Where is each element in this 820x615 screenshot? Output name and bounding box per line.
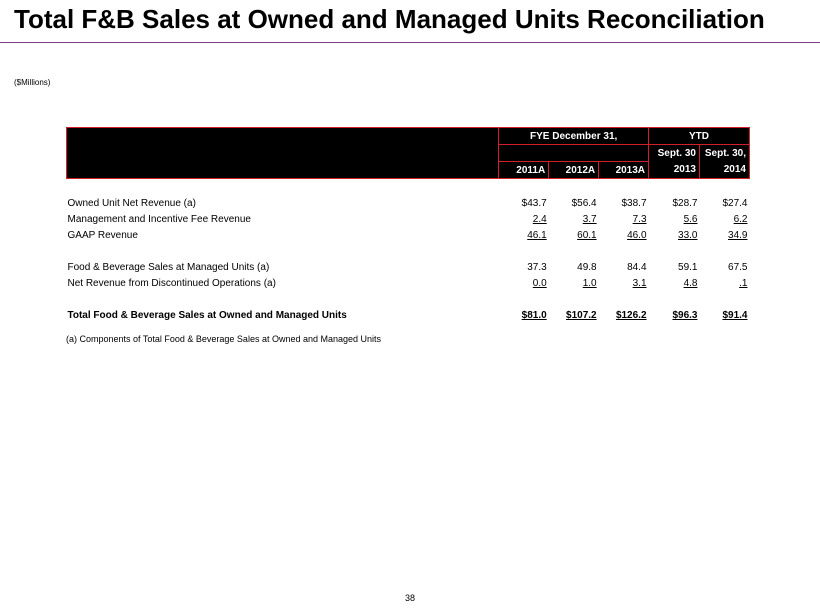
row-label: Net Revenue from Discontinued Operations (a) <box>67 277 276 289</box>
table-row <box>67 259 750 275</box>
table-row <box>67 195 750 211</box>
cell-value: $43.7 <box>521 197 547 209</box>
cell-value: $107.2 <box>566 309 597 321</box>
header-fye-spacer <box>499 145 649 162</box>
header-blank-cell <box>67 128 499 179</box>
header-col-2011a: 2011A <box>499 162 549 179</box>
cell-value: $126.2 <box>615 309 647 321</box>
cell-value: $81.0 <box>521 309 547 321</box>
cell-value: 59.1 <box>678 261 698 273</box>
cell-value: 34.9 <box>728 229 748 241</box>
cell-value: 49.8 <box>577 261 597 273</box>
cell-value: 4.8 <box>683 277 698 289</box>
page-title: Total F&B Sales at Owned and Managed Units Reconciliation <box>14 4 765 34</box>
row-label: Management and Incentive Fee Revenue <box>67 213 251 225</box>
cell-value: 67.5 <box>728 261 748 273</box>
cell-value: 46.1 <box>527 229 547 241</box>
header-col-2012a: 2012A <box>549 162 599 179</box>
header-row-groups <box>67 128 750 145</box>
table-row <box>67 227 750 243</box>
cell-value: 6.2 <box>733 213 748 225</box>
cell-value: .1 <box>739 277 748 289</box>
header-col-ytd-2014: 2014 <box>699 162 749 179</box>
cell-value: 37.3 <box>527 261 547 273</box>
cell-value: 0.0 <box>532 277 547 289</box>
cell-value: 3.1 <box>632 277 647 289</box>
table-row <box>67 275 750 291</box>
row-label: Food & Beverage Sales at Managed Units (a) <box>67 261 270 273</box>
row-label: GAAP Revenue <box>67 229 138 241</box>
cell-value: $96.3 <box>672 309 698 321</box>
cell-value: $27.4 <box>722 197 748 209</box>
total-row <box>67 307 750 323</box>
footnote: (a) Components of Total Food & Beverage Sales at Owned and Managed Units <box>66 334 382 344</box>
cell-value: 1.0 <box>582 277 597 289</box>
header-ytd-group: YTD <box>649 128 750 145</box>
cell-value: $56.4 <box>571 197 597 209</box>
title-divider <box>0 42 820 43</box>
header-ytd-date-2: Sept. 30, <box>699 145 749 162</box>
cell-value: 2.4 <box>532 213 547 225</box>
reconciliation-table <box>66 127 750 323</box>
header-fye-group: FYE December 31, <box>499 128 649 145</box>
row-label: Total Food & Beverage Sales at Owned and Managed Units <box>67 309 347 321</box>
cell-value: 7.3 <box>632 213 647 225</box>
cell-value: 84.4 <box>627 261 647 273</box>
units-label: ($Millions) <box>14 78 51 87</box>
cell-value: 33.0 <box>678 229 698 241</box>
cell-value: $28.7 <box>672 197 698 209</box>
header-col-ytd-2013: 2013 <box>649 162 700 179</box>
cell-value: 3.7 <box>582 213 597 225</box>
cell-value: $91.4 <box>722 309 748 321</box>
cell-value: 60.1 <box>577 229 597 241</box>
cell-value: 46.0 <box>627 229 647 241</box>
cell-value: $38.7 <box>621 197 647 209</box>
table-row <box>67 211 750 227</box>
header-ytd-date-1: Sept. 30 <box>649 145 700 162</box>
cell-value: 5.6 <box>683 213 698 225</box>
page-number: 38 <box>404 593 415 603</box>
row-label: Owned Unit Net Revenue (a) <box>67 197 196 209</box>
header-col-2013a: 2013A <box>599 162 649 179</box>
